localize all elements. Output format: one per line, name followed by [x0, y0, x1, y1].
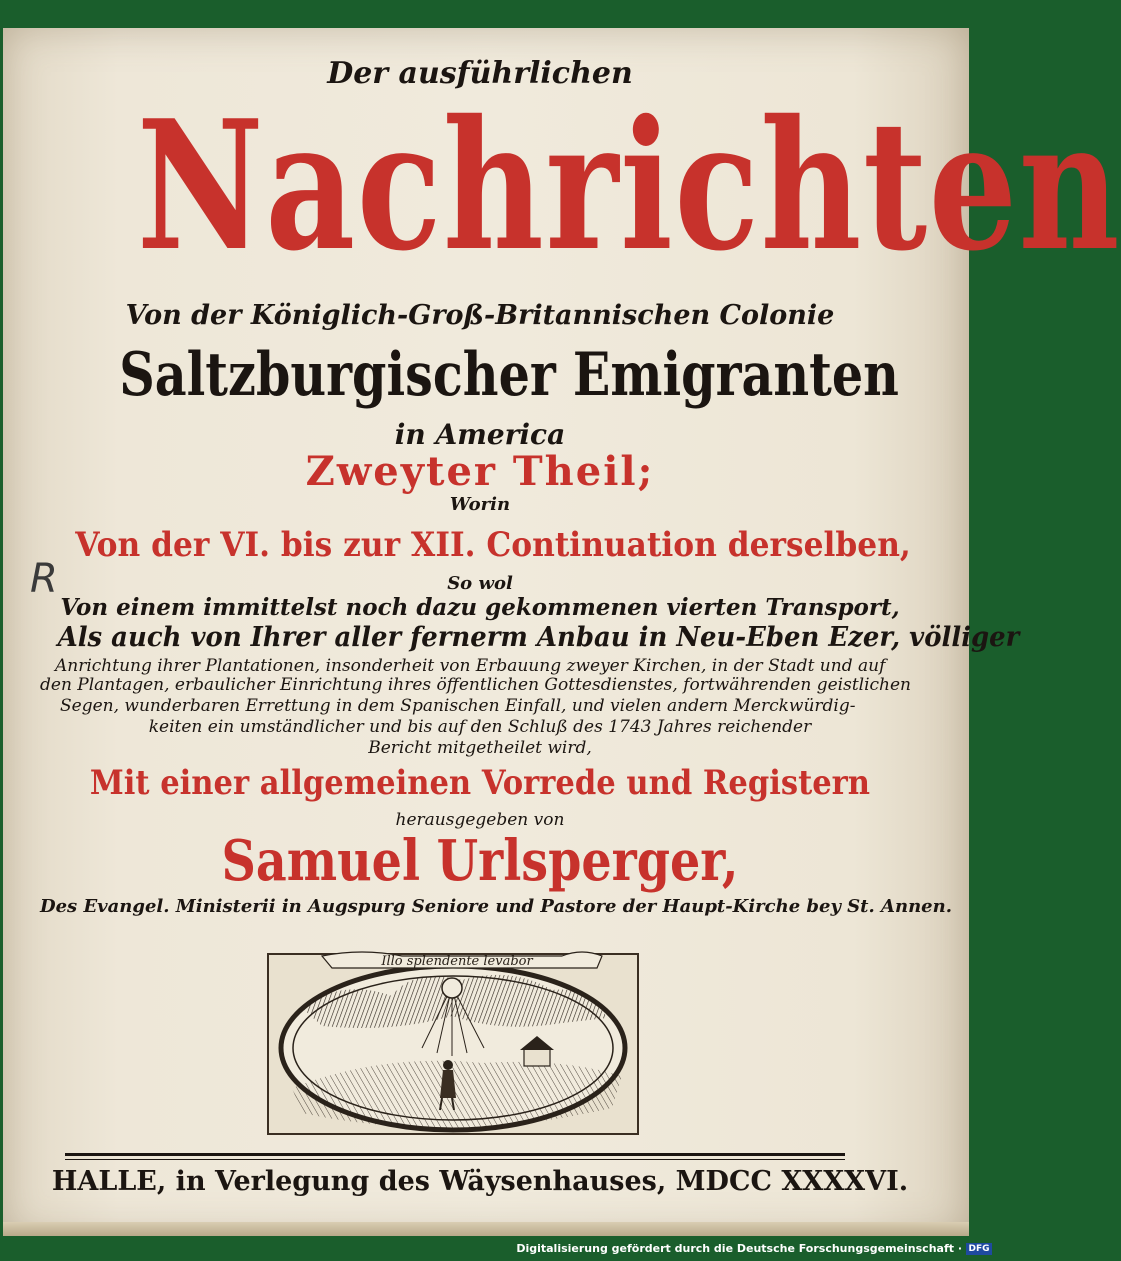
vignette-building — [524, 1048, 550, 1066]
main-title: Nachrichten — [136, 81, 1121, 290]
imprint: HALLE, in Verlegung des Wäysenhauses, MDCC XXXXVI. — [51, 1166, 909, 1197]
description-line-2: den Plantagen, erbaulicher Einrichtung ihres öffentlichen Gottesdienstes, fortwährenden geistlichen — [40, 675, 912, 695]
description-line-5: Bericht mitgetheilet wird, — [368, 738, 592, 758]
subtitle-emigrants: Saltzburgischer Emigranten — [119, 340, 899, 410]
vignette-sun — [442, 978, 462, 998]
continuation-line: Von der VI. bis zur XII. Continuation derselben, — [75, 525, 911, 565]
description-line-1: Anrichtung ihrer Plantationen, insonderheit von Erbauung zweyer Kirchen, in der Stadt und auf — [55, 656, 886, 676]
description-line-4: keiten ein umständlicher und bis auf den Schluß des 1743 Jahres reichender — [148, 717, 812, 737]
anbau-line: Als auch von Ihrer aller fernerm Anbau in Neu-Eben Ezer, völliger — [57, 622, 1020, 653]
subtitle-colony: Von der Königlich-Groß-Britannischen Colonie — [125, 300, 835, 331]
vignette-motto: Illo splendente levabor — [381, 954, 533, 969]
vorrede-line: Mit einer allgemeinen Vorrede und Registern — [89, 763, 871, 803]
engraved-vignette — [262, 938, 644, 1138]
vignette-figure — [443, 1060, 453, 1070]
imprint-rule-thin — [65, 1159, 845, 1160]
author-title: Des Evangel. Ministerii in Augspurg Seniore und Pastore der Haupt-Kirche bey St. Annen. — [40, 896, 952, 917]
author-name: Samuel Urlsperger, — [221, 828, 739, 894]
dfg-logo: DFG — [966, 1243, 992, 1255]
so-wol-line: So wol — [447, 573, 513, 594]
subtitle-america: in America — [394, 418, 566, 451]
title-line-1: Der ausführlichen — [327, 56, 633, 91]
imprint-rule — [65, 1153, 845, 1156]
description-line-3: Segen, wunderbaren Errettung in dem Spanischen Einfall, und vielen andern Merckwürdig- — [60, 696, 856, 716]
page-edge — [3, 1222, 969, 1236]
transport-line: Von einem immittelst noch dazu gekommenen vierten Transport, — [60, 594, 900, 621]
dfg-credit: Digitalisierung gefördert durch die Deutsche Forschungsgemeinschaft · — [516, 1242, 962, 1255]
margin-mark: R — [30, 556, 58, 602]
worin-line: Worin — [449, 494, 511, 515]
herausgegeben-line: herausgegeben von — [395, 810, 565, 830]
volume-label: Zweyter Theil; — [305, 448, 655, 495]
